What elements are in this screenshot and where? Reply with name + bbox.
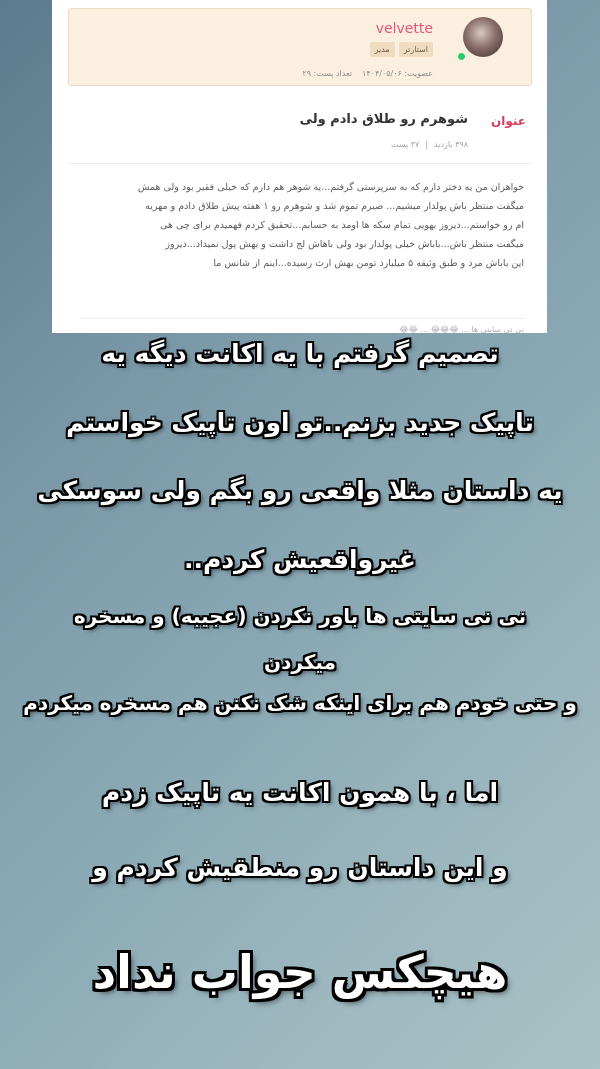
caption-line-6: میکردن <box>264 650 336 674</box>
topic-title[interactable]: شوهرم رو طلاق دادم ولی <box>299 112 468 127</box>
badge-admin: مدیر <box>370 42 395 57</box>
reply-count: ۳۷ پست <box>390 140 420 149</box>
reply-preview: نی نی سایتی ها ... 😂😂😂 ... 😂😂 <box>80 318 524 333</box>
stats-divider: | <box>425 140 429 149</box>
caption-line-8: اما ، با همون اکانت یه تاپیک زدم <box>101 778 499 807</box>
view-count: ۴۹۸ بازدید <box>434 140 468 149</box>
post-body <box>80 178 524 273</box>
online-status-icon <box>456 51 467 62</box>
profile-header <box>68 8 532 86</box>
user-badges <box>370 42 433 57</box>
post-line: ام رو خواستم...دیروز بهویی تمام سکه ها اومد به حسابم...تحقیق کردم فهمیدم برای چی هی <box>160 220 524 231</box>
caption-line-4: غیرواقعیش کردم.. <box>184 545 416 574</box>
user-avatar[interactable] <box>463 17 503 57</box>
badge-starter: استارتر <box>399 42 433 57</box>
caption-line-1: تصمیم گرفتم با یه اکانت دیگه یه <box>101 339 499 368</box>
membership-date: عضویت: ۱۴۰۴/۰۵/۰۶ <box>362 69 433 78</box>
topic-bar <box>68 94 532 164</box>
topic-label: عنوان <box>491 114 526 128</box>
member-meta <box>302 69 433 78</box>
forum-screenshot <box>52 0 547 333</box>
post-line: میگفت منتظر باش پولدار میشیم... صبرم تموم شد و شوهرم رو ۱ هفته پیش طلاق دادم و مهریه <box>145 201 524 212</box>
caption-punchline: هیچکس جواب نداد <box>92 945 508 999</box>
post-line: این باباش مرد و طبق وثیقه ۵ میلیارد تومن بهش ارث رسیده...اینم از شانس ما <box>213 258 524 269</box>
post-count: تعداد پست: ۲۹ <box>302 69 353 78</box>
caption-line-5: نی نی سایتی ها باور نکردن (عجیبه) و مسخره <box>73 604 527 628</box>
post-line: میگفت منتظر باش...باباش خیلی پولدار بود ولی باهاش لج داشت و بهش پول نمیداد...دیروز <box>165 239 524 250</box>
caption-line-2: تاپیک جدید بزنم..تو اون تاپیک خواستم <box>66 408 534 437</box>
caption-line-9: و این داستان رو منطقیش کردم و <box>92 853 508 882</box>
username-link[interactable]: velvette <box>375 21 433 37</box>
caption-line-3: یه داستان مثلا واقعی رو بگم ولی سوسکی <box>37 476 563 505</box>
caption-line-7: و حتی خودم هم برای اینکه شک نکنن هم مسخره میکردم <box>23 691 577 715</box>
topic-stats <box>391 140 468 149</box>
post-line: خواهران من یه دختر دارم که به سرپرستی گرفتم...یه شوهر هم دارم که خیلی فقیر بود ولی همش <box>137 182 524 193</box>
